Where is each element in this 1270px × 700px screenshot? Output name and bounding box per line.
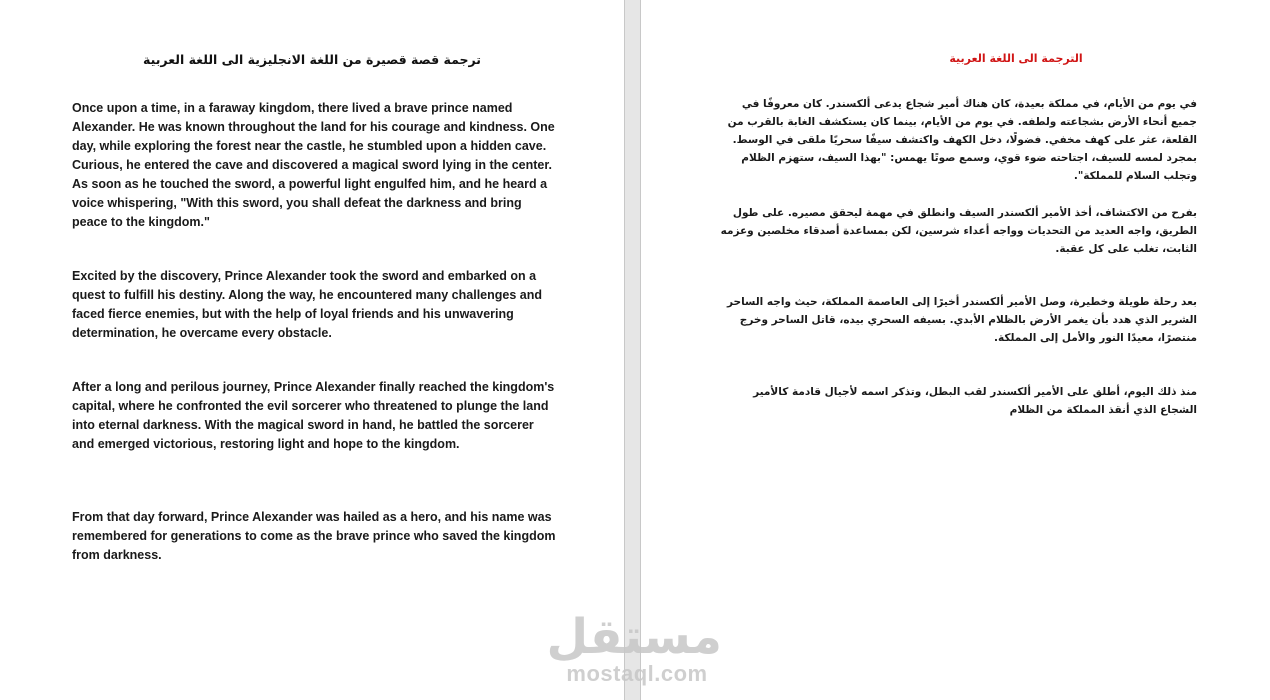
right-page-title: الترجمة الى اللغة العربية [949,52,1083,65]
watermark-arabic-text: مستقل [546,609,722,665]
watermark-latin-text: mostaql.com [566,661,708,686]
right-document-page [641,0,1270,700]
arabic-paragraph-3: بعد رحلة طويلة وخطيرة، وصل الأمير ألكسندر أخيرًا إلى العاصمة المملكة، حيث واجه الساحر الشرير الذي هدد بأن يغمر الأرض بالظلام الأبدي. بسيفه السحري بيده، قاتل الساحر وخرج منتصرًا، معيدًا النور والأمل إلى المملكة. [726,296,1197,344]
english-paragraph-1: Once upon a time, in a faraway kingdom, there lived a brave prince named Alexander. He was known throughout the land for his courage and kindness. One day, while exploring the forest near the castle, he stumbled upon a hidden cave. Curious, he entered the cave and discovered a magical sword lying in the center. As soon as he touched the sword, a powerful light engulfed him, and he heard a voice whispering, "With this sword, you shall defeat the darkness and bring peace to the kingdom." [72,101,555,229]
arabic-paragraph-4: منذ ذلك اليوم، أطلق على الأمير ألكسندر لقب البطل، وتذكر اسمه لأجيال قادمة كالأمير الشجاع الذي أنقذ المملكة من الظلام [753,386,1197,416]
left-page-title: ترجمة قصة قصيرة من اللغة الانجليزية الى اللغة العربية [143,52,481,67]
arabic-paragraph-1: في يوم من الأيام، في مملكة بعيدة، كان هناك أمير شجاع يدعى ألكسندر. كان معروفًا في جميع أنحاء الأرض بشجاعته ولطفه. في يوم من الأيام، بينما كان يستكشف الغابة بالقرب من القلعة، عثر على كهف مخفي. فضولًا، دخل الكهف واكتشف سيفًا سحريًا ملقى في الوسط. بمجرد لمسه للسيف، اجتاحته ضوء قوي، وسمع صوتًا يهمس: "بهذا السيف، ستهزم الظلام وتجلب السلام للمملكة". [727,98,1197,182]
left-document-page [0,0,624,700]
english-paragraph-3: After a long and perilous journey, Prince Alexander finally reached the kingdom's capital, where he confronted the evil sorcerer who threatened to plunge the land into eternal darkness. With the magical sword in hand, he battled the sorcerer and emerged victorious, restoring light and hope to the kingdom. [72,380,555,451]
arabic-paragraph-2: بفرح من الاكتشاف، أخذ الأمير ألكسندر السيف وانطلق في مهمة ليحقق مصيره. على طول الطريق، واجه العديد من التحديات وواجه أعداء شرسين، لكن بمساعدة أصدقاء مخلصين وعزمه الثابت، تغلب على كل عقبة. [720,207,1197,255]
english-paragraph-2: Excited by the discovery, Prince Alexander took the sword and embarked on a quest to fulfill his destiny. Along the way, he encountered many challenges and faced fierce enemies, but with the help of loyal friends and his unwavering determination, he overcame every obstacle. [72,269,542,340]
page-gap-left-edge [624,0,625,700]
english-paragraph-4: From that day forward, Prince Alexander was hailed as a hero, and his name was remembered for generations to come as the brave prince who saved the kingdom from darkness. [72,510,556,562]
